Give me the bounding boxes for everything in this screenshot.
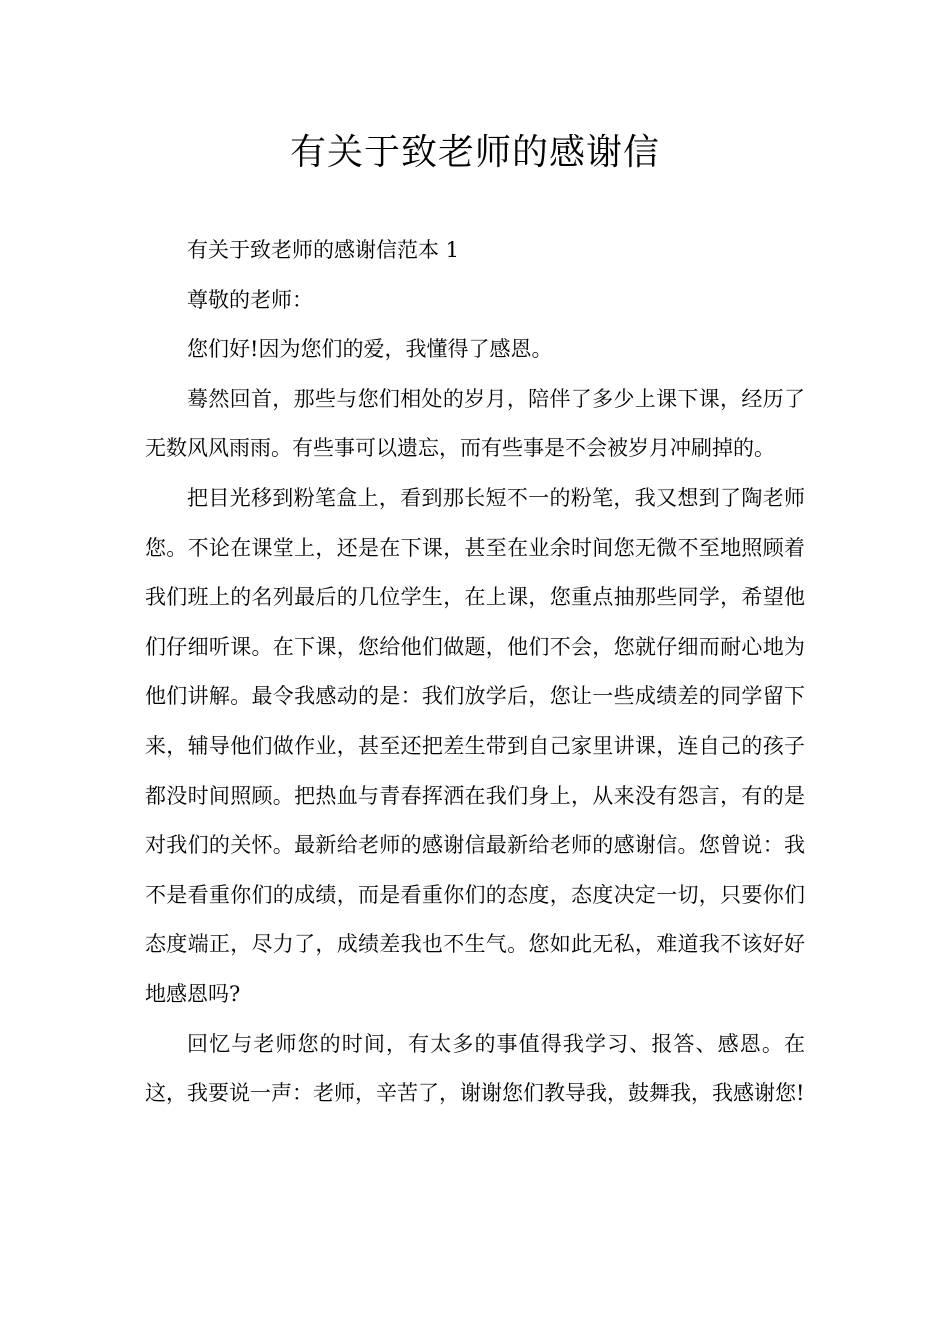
paragraph-closing: 回忆与老师您的时间，有太多的事值得我学习、报答、感恩。在这，我要说一声：老师，辛苦了，谢谢您们教导我，鼓舞我，我感谢您! bbox=[145, 1031, 805, 1106]
paragraph-body-1: 蓦然回首，那些与您们相处的岁月，陪伴了多少上课下课，经历了无数风风雨雨。有些事可以遗忘，而有些事是不会被岁月冲刷掉的。 bbox=[145, 386, 805, 461]
paragraph-subtitle: 有关于致老师的感谢信范本 1 bbox=[187, 238, 460, 262]
paragraph-salutation: 尊敬的老师： bbox=[187, 287, 313, 312]
document-title: 有关于致老师的感谢信 bbox=[289, 132, 660, 173]
paragraph-body-2: 把目光移到粉笔盒上，看到那长短不一的粉笔，我又想到了陶老师您。不论在课堂上，还是在下课，甚至在业余时间您无微不至地照顾着我们班上的名列最后的几位学生，在上课，您重点抽那些同学，希望他们仔细听课。在下课，您给他们做题，他们不会，您就仔细而耐心地为他们讲解。最令我感动的是：我们放学后，您让一些成绩差的同学留下来，辅导他们做作业，甚至还把差生带到自己家里讲课，连自己的孩子都没时间照顾。把热血与青春挥洒在我们身上，从来没有怨言，有的是对我们的关怀。最新给老师的感谢信最新给老师的感谢信。您曾说：我不是看重你们的成绩，而是看重你们的态度，态度决定一切，只要你们态度端正，尽力了，成绩差我也不生气。您如此无私，难道我不该好好地感恩吗? bbox=[145, 485, 805, 1006]
paragraph-greeting: 您们好!因为您们的爱，我懂得了感恩。 bbox=[187, 337, 553, 362]
document-body bbox=[145, 226, 805, 1119]
